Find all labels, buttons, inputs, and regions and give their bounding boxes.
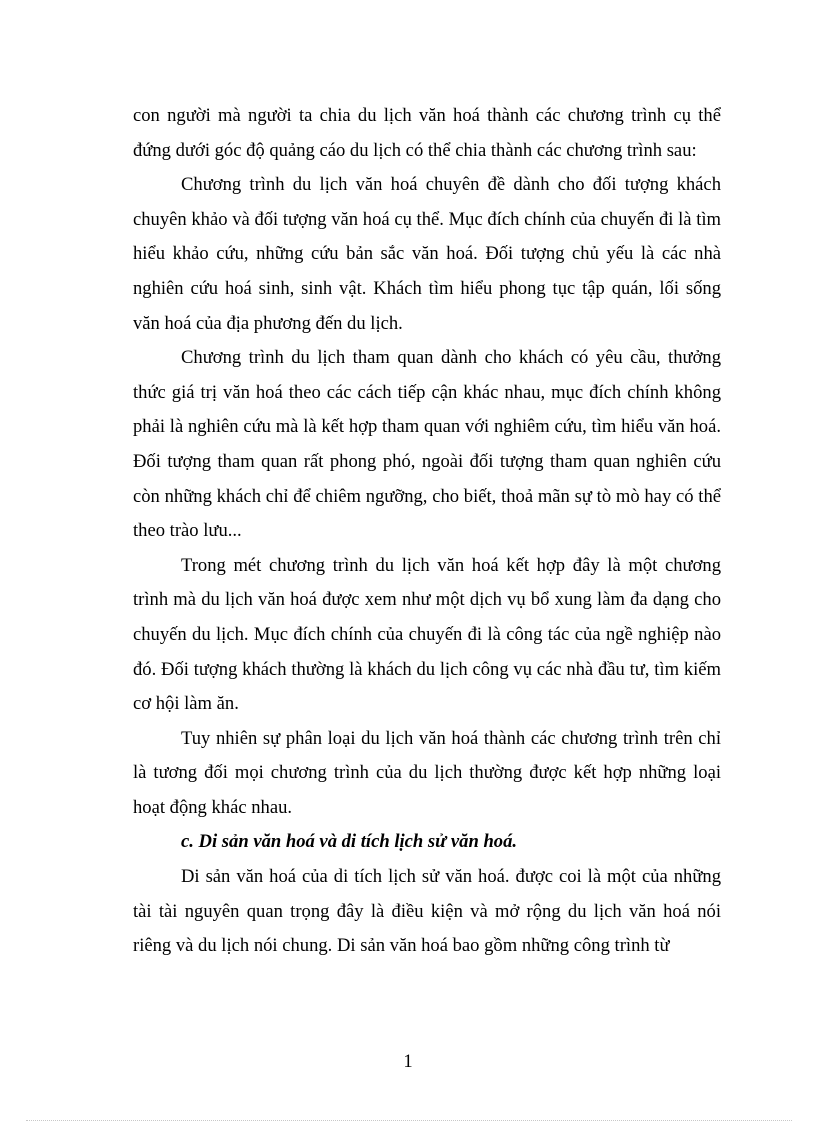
- page-bottom-divider: [26, 1120, 792, 1121]
- paragraph-combined-program: Trong mét chương trình du lịch văn hoá kết hợp đây là một chương trình mà du lịch văn hoá được xem như một dịch vụ bổ xung làm đa dạng cho chuyến du lịch. Mục đích chính của chuyến đi là công tác của ngề nghiệp nào đó. Đối tượng khách thường là khách du lịch công vụ các nhà đầu tư, tìm kiếm cơ hội làm ăn.: [133, 554, 721, 715]
- paragraph-classification-note: Tuy nhiên sự phân loại du lịch văn hoá thành các chương trình trên chỉ là tương đối mọi chương trình của du lịch thường được kết hợp những loại hoạt động khác nhau.: [133, 727, 721, 818]
- section-heading: c. Di sản văn hoá và di tích lịch sử văn hoá.: [181, 831, 518, 853]
- page-number: 1: [403, 1051, 413, 1072]
- document-body: [133, 99, 721, 964]
- paragraph-intro: con người mà người ta chia du lịch văn hoá thành các chương trình cụ thể đứng dưới góc độ quảng cáo du lịch có thể chia thành các chương trình sau:: [133, 105, 721, 161]
- paragraph-heritage: Di sản văn hoá của di tích lịch sử văn hoá. được coi là một của những tài tài nguyên quan trọng đây là điều kiện và mở rộng du lịch văn hoá nói riêng và du lịch nói chung. Di sản văn hoá bao gồm những công trình từ: [133, 866, 721, 957]
- paragraph-specialized-program: Chương trình du lịch văn hoá chuyên đề dành cho đối tượng khách chuyên khảo và đối tượng văn hoá cụ thể. Mục đích chính của chuyến đi là tìm hiểu khảo cứu, những cứu bản sắc văn hoá. Đối tượng chủ yếu là các nhà nghiên cứu hoá sinh, sinh vật. Khách tìm hiểu phong tục tập quán, lối sống văn hoá của địa phương đến du lịch.: [133, 174, 721, 334]
- paragraph-sightseeing-program: Chương trình du lịch tham quan dành cho khách có yêu cầu, thưởng thức giá trị văn hoá theo các cách tiếp cận khác nhau, mục đích chính không phải là nghiên cứu mà là kết hợp tham quan với nghiêm cứu, tìm hiểu văn hoá. Đối tượng tham quan rất phong phó, ngoài đối tượng tham quan nghiên cứu còn những khách chỉ để chiêm ngưỡng, cho biết, thoả mãn sự tò mò hay có thể theo trào lưu...: [133, 347, 721, 542]
